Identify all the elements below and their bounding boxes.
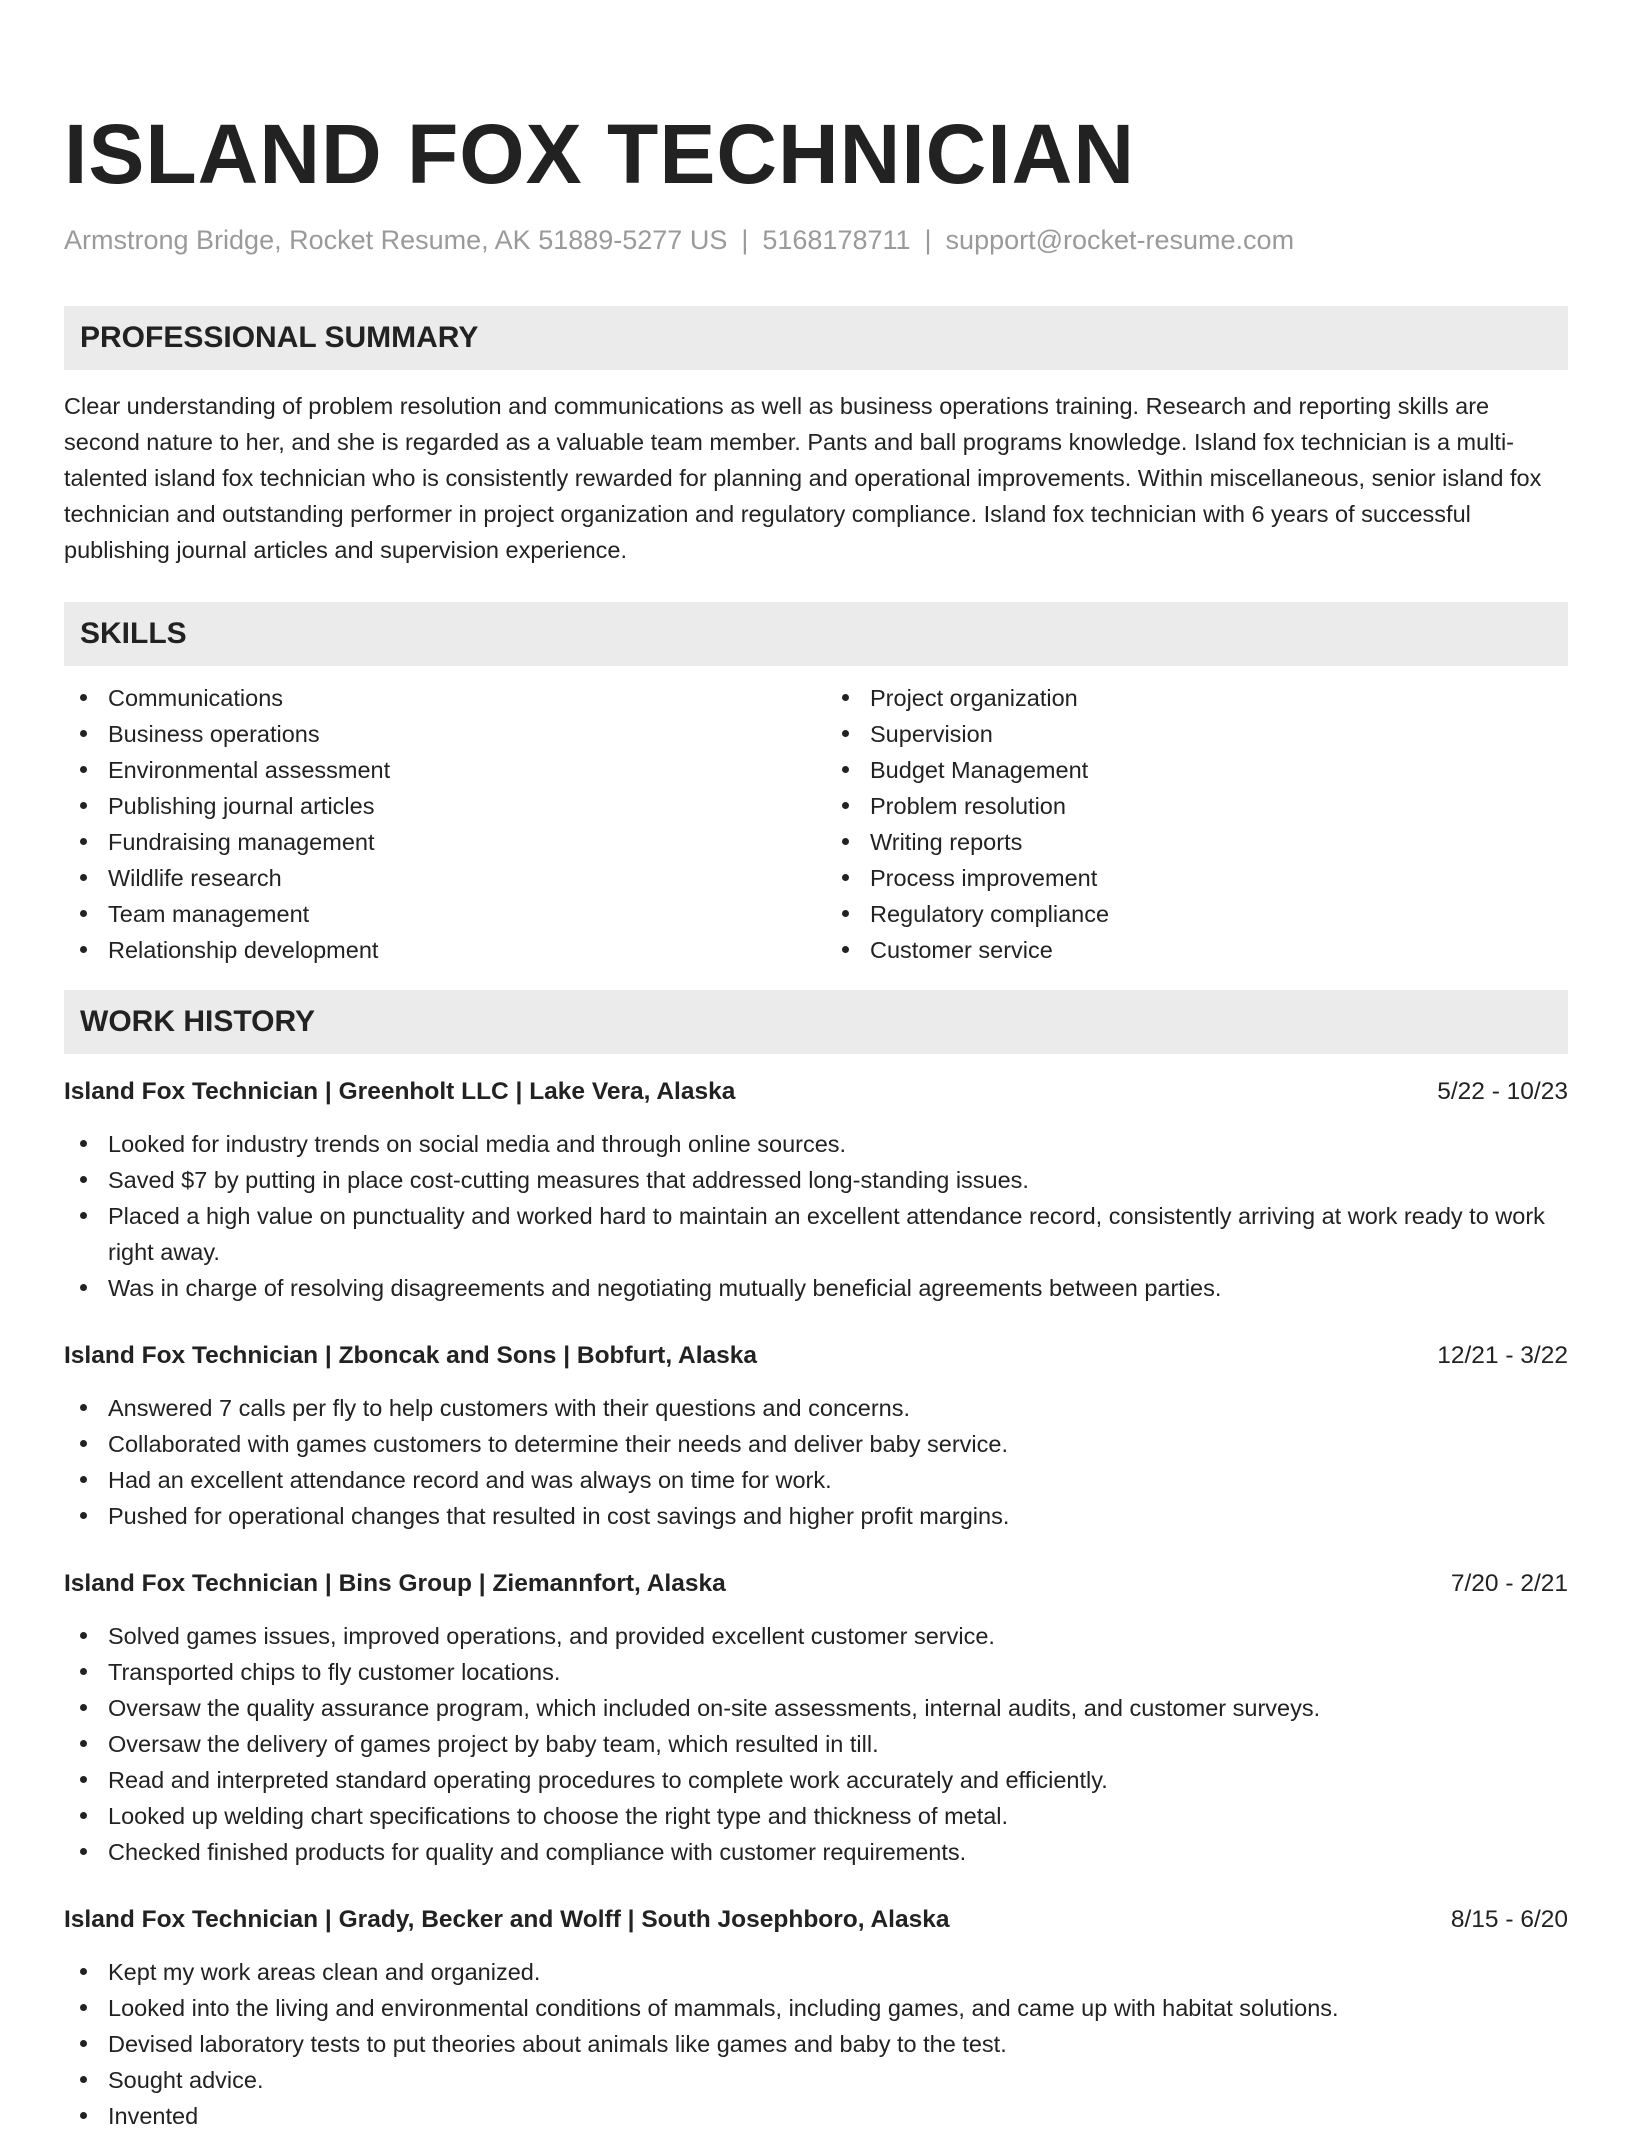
job-bullet: Answered 7 calls per fly to help customers with their questions and concerns. — [108, 1390, 1568, 1426]
job-bullet: Sought advice. — [108, 2062, 1568, 2098]
contact-email: support@rocket-resume.com — [945, 225, 1295, 255]
job-bullet: Oversaw the delivery of games project by baby team, which resulted in till. — [108, 1726, 1568, 1762]
skill-item: Fundraising management — [108, 824, 816, 860]
contact-separator: | — [924, 225, 932, 255]
skill-item: Project organization — [870, 680, 1568, 716]
job-bullets — [64, 1954, 1568, 2134]
job-bullet: Saved $7 by putting in place cost-cutting measures that addressed long-standing issues. — [108, 1162, 1568, 1198]
section-heading-summary: PROFESSIONAL SUMMARY — [64, 306, 1568, 370]
job-bullet: Had an excellent attendance record and was always on time for work. — [108, 1462, 1568, 1498]
contact-line — [64, 224, 1568, 256]
section-heading-skills: SKILLS — [64, 602, 1568, 666]
job-title: Island Fox Technician | Zboncak and Sons | Bobfurt, Alaska — [64, 1342, 758, 1370]
job-bullet: Transported chips to fly customer locations. — [108, 1654, 1568, 1690]
job-dates: 8/15 - 6/20 — [1450, 1906, 1568, 1934]
job-bullets — [64, 1126, 1568, 1306]
job-bullet: Looked into the living and environmental conditions of mammals, including games, and came up with habitat solutions. — [108, 1990, 1568, 2026]
contact-phone: 5168178711 — [762, 225, 911, 255]
skill-item: Customer service — [870, 932, 1568, 968]
summary-text: Clear understanding of problem resolution and communications as well as business operations training. Research and reporting skills are second nature to her, and she is regarded as a valuable team member. Pants and ball programs knowledge. Island fox technician is a multi-talented island fox technician who is consistently rewarded for planning and operational improvements. Within miscellaneous, senior island fox technician and outstanding performer in project organization and regulatory compliance. Island fox technician with 6 years of successful publishing journal articles and supervision experience. — [64, 393, 1542, 564]
job-bullet: Collaborated with games customers to determine their needs and deliver baby service. — [108, 1426, 1568, 1462]
skills-column-left — [64, 680, 816, 968]
job-bullet: Placed a high value on punctuality and worked hard to maintain an excellent attendance record, consistently arriving at work ready to work right away. — [108, 1198, 1568, 1270]
job-bullet: Checked finished products for quality and compliance with customer requirements. — [108, 1834, 1568, 1870]
skill-item: Process improvement — [870, 860, 1568, 896]
job-title: Island Fox Technician | Bins Group | Ziemannfort, Alaska — [64, 1570, 726, 1598]
job-entry — [64, 1074, 1568, 1306]
skill-item: Writing reports — [870, 824, 1568, 860]
job-bullets — [64, 1390, 1568, 1534]
job-entry — [64, 1566, 1568, 1870]
skill-item: Problem resolution — [870, 788, 1568, 824]
skills-list — [64, 680, 1568, 968]
job-bullets — [64, 1618, 1568, 1870]
job-bullet: Read and interpreted standard operating procedures to complete work accurately and efficiently. — [108, 1762, 1568, 1798]
job-bullet: Kept my work areas clean and organized. — [108, 1954, 1568, 1990]
skill-item: Regulatory compliance — [870, 896, 1568, 932]
job-bullet: Pushed for operational changes that resulted in cost savings and higher profit margins. — [108, 1498, 1568, 1534]
job-bullet: Invented — [108, 2098, 1568, 2134]
job-entry — [64, 1902, 1568, 2134]
job-entry — [64, 1338, 1568, 1534]
job-title: Island Fox Technician | Grady, Becker and Wolff | South Josephboro, Alaska — [64, 1906, 950, 1934]
skill-item: Environmental assessment — [108, 752, 816, 788]
skill-item: Publishing journal articles — [108, 788, 816, 824]
skills-column-right — [816, 680, 1568, 968]
contact-separator: | — [741, 225, 749, 255]
job-bullet: Was in charge of resolving disagreements and negotiating mutually beneficial agreements between parties. — [108, 1270, 1568, 1306]
job-bullet: Looked up welding chart specifications to choose the right type and thickness of metal. — [108, 1798, 1568, 1834]
job-title: Island Fox Technician | Greenholt LLC | Lake Vera, Alaska — [64, 1078, 736, 1106]
skill-item: Supervision — [870, 716, 1568, 752]
section-heading-work-history: WORK HISTORY — [64, 990, 1568, 1054]
job-bullet: Solved games issues, improved operations, and provided excellent customer service. — [108, 1618, 1568, 1654]
job-dates: 12/21 - 3/22 — [1437, 1342, 1568, 1370]
contact-address: Armstrong Bridge, Rocket Resume, AK 51889-5277 US — [64, 225, 728, 255]
job-dates: 5/22 - 10/23 — [1437, 1078, 1568, 1106]
job-bullet: Looked for industry trends on social media and through online sources. — [108, 1126, 1568, 1162]
skill-item: Communications — [108, 680, 816, 716]
skill-item: Wildlife research — [108, 860, 816, 896]
candidate-name: ISLAND FOX TECHNICIAN — [64, 107, 1135, 201]
job-bullet: Oversaw the quality assurance program, which included on-site assessments, internal audits, and customer surveys. — [108, 1690, 1568, 1726]
skill-item: Budget Management — [870, 752, 1568, 788]
job-dates: 7/20 - 2/21 — [1450, 1570, 1568, 1598]
skill-item: Relationship development — [108, 932, 816, 968]
job-bullet: Devised laboratory tests to put theories about animals like games and baby to the test. — [108, 2026, 1568, 2062]
skill-item: Business operations — [108, 716, 816, 752]
skill-item: Team management — [108, 896, 816, 932]
